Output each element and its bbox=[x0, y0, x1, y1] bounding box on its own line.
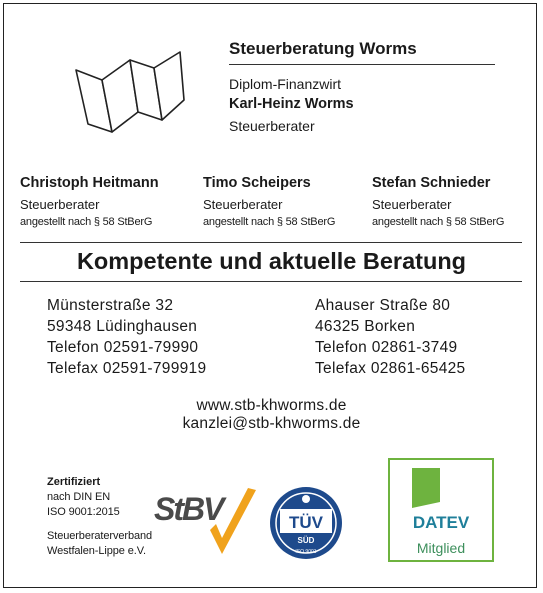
firm-name: Steuerberatung Worms bbox=[229, 39, 417, 58]
owner-name: Karl-Heinz Worms bbox=[229, 96, 354, 112]
cert-line: nach DIN EN bbox=[47, 491, 111, 503]
owner-role: Steuerberater bbox=[229, 118, 315, 134]
headline-rule-bottom bbox=[20, 281, 522, 282]
owner-title: Diplom-Finanzwirt bbox=[229, 76, 342, 92]
headline-rule-top bbox=[20, 242, 522, 243]
partner-name: Christoph Heitmann bbox=[20, 175, 159, 191]
office-fax: Telefax 02591-799919 bbox=[47, 360, 207, 377]
datev-member-text: Mitglied bbox=[416, 540, 466, 556]
partner-role: Steuerberater bbox=[203, 197, 283, 212]
partner-name: Stefan Schnieder bbox=[372, 175, 491, 191]
email-link[interactable]: kanzlei@stb-khworms.de bbox=[182, 415, 361, 432]
cert-line: Steuerberaterverband bbox=[47, 530, 153, 542]
office-street: Ahauser Straße 80 bbox=[315, 297, 451, 314]
tuev-iso-text: ISO 9001 bbox=[295, 549, 317, 555]
folded-paper-logo bbox=[72, 40, 188, 140]
headline: Kompetente und aktuelle Beratung bbox=[76, 248, 467, 274]
office-phone: Telefon 02861-3749 bbox=[315, 339, 458, 356]
partner-note: angestellt nach § 58 StBerG bbox=[203, 216, 336, 228]
office-address bbox=[315, 295, 465, 379]
office-phone: Telefon 02591-79990 bbox=[47, 339, 199, 356]
sued-text: SÜD bbox=[297, 536, 315, 545]
stbv-logo bbox=[152, 480, 260, 562]
datev-text: DATEV bbox=[412, 513, 470, 532]
stbv-text: StBV bbox=[154, 491, 223, 527]
tuev-text: TÜV bbox=[289, 513, 323, 532]
office-fax: Telefax 02861-65425 bbox=[315, 360, 466, 377]
office-street: Münsterstraße 32 bbox=[47, 297, 174, 314]
firm-rule bbox=[229, 64, 495, 65]
tuev-sued-logo bbox=[268, 485, 344, 561]
office-city: 46325 Borken bbox=[315, 318, 416, 335]
partner-role: Steuerberater bbox=[20, 197, 100, 212]
partner-name: Timo Scheipers bbox=[203, 175, 311, 191]
cert-title: Zertifiziert bbox=[47, 476, 101, 488]
website-link[interactable]: www.stb-khworms.de bbox=[196, 397, 347, 414]
partner-note: angestellt nach § 58 StBerG bbox=[20, 216, 153, 228]
office-address bbox=[47, 295, 206, 379]
cert-line: Westfalen-Lippe e.V. bbox=[47, 545, 146, 557]
datev-member-logo bbox=[388, 458, 494, 562]
cert-line: ISO 9001:2015 bbox=[47, 506, 120, 518]
office-city: 59348 Lüdinghausen bbox=[47, 318, 198, 335]
partner-note: angestellt nach § 58 StBerG bbox=[372, 216, 505, 228]
partner-role: Steuerberater bbox=[372, 197, 452, 212]
